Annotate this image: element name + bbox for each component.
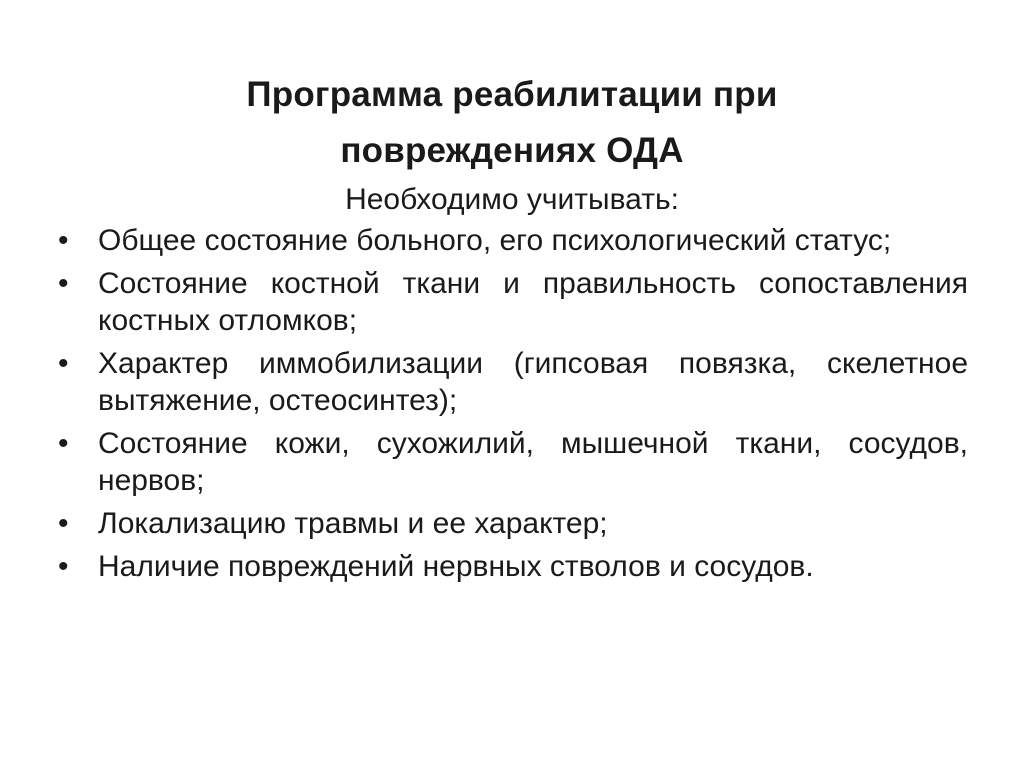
bullet-text: Состояние кожи, сухожилий, мышечной ткани, сосудов, нервов; xyxy=(98,427,968,497)
bullet-item xyxy=(56,425,968,499)
bullet-dot-icon: • xyxy=(58,550,69,583)
bullet-item xyxy=(56,505,968,542)
bullet-text: Характер иммобилизации (гипсовая повязка, скелетное вытяжение, остеосинтез); xyxy=(98,347,968,417)
bullet-item xyxy=(56,265,968,339)
bullet-text: Локализацию травмы и ее характер; xyxy=(98,507,608,540)
bullet-dot-icon: • xyxy=(58,427,69,460)
bullet-item xyxy=(56,222,968,259)
slide-title xyxy=(112,67,912,179)
bullet-text: Общее состояние больного, его психологический статус; xyxy=(98,224,892,257)
bullet-text: Наличие повреждений нервных стволов и сосудов. xyxy=(98,550,814,583)
bullet-item xyxy=(56,345,968,419)
bullet-dot-icon: • xyxy=(58,347,69,380)
slide-title-line-2: повреждениях ОДА xyxy=(340,131,684,171)
slide-title-line-1: Программа реабилитации при xyxy=(246,75,778,115)
slide-subtitle: Необходимо учитывать: xyxy=(345,183,679,216)
bullet-item xyxy=(56,548,968,585)
bullet-dot-icon: • xyxy=(58,507,69,540)
bullet-dot-icon: • xyxy=(58,267,69,300)
bullet-dot-icon: • xyxy=(58,224,69,257)
bullet-text: Состояние костной ткани и правильность сопоставления костных отломков; xyxy=(98,267,968,337)
bullet-list xyxy=(56,222,968,591)
